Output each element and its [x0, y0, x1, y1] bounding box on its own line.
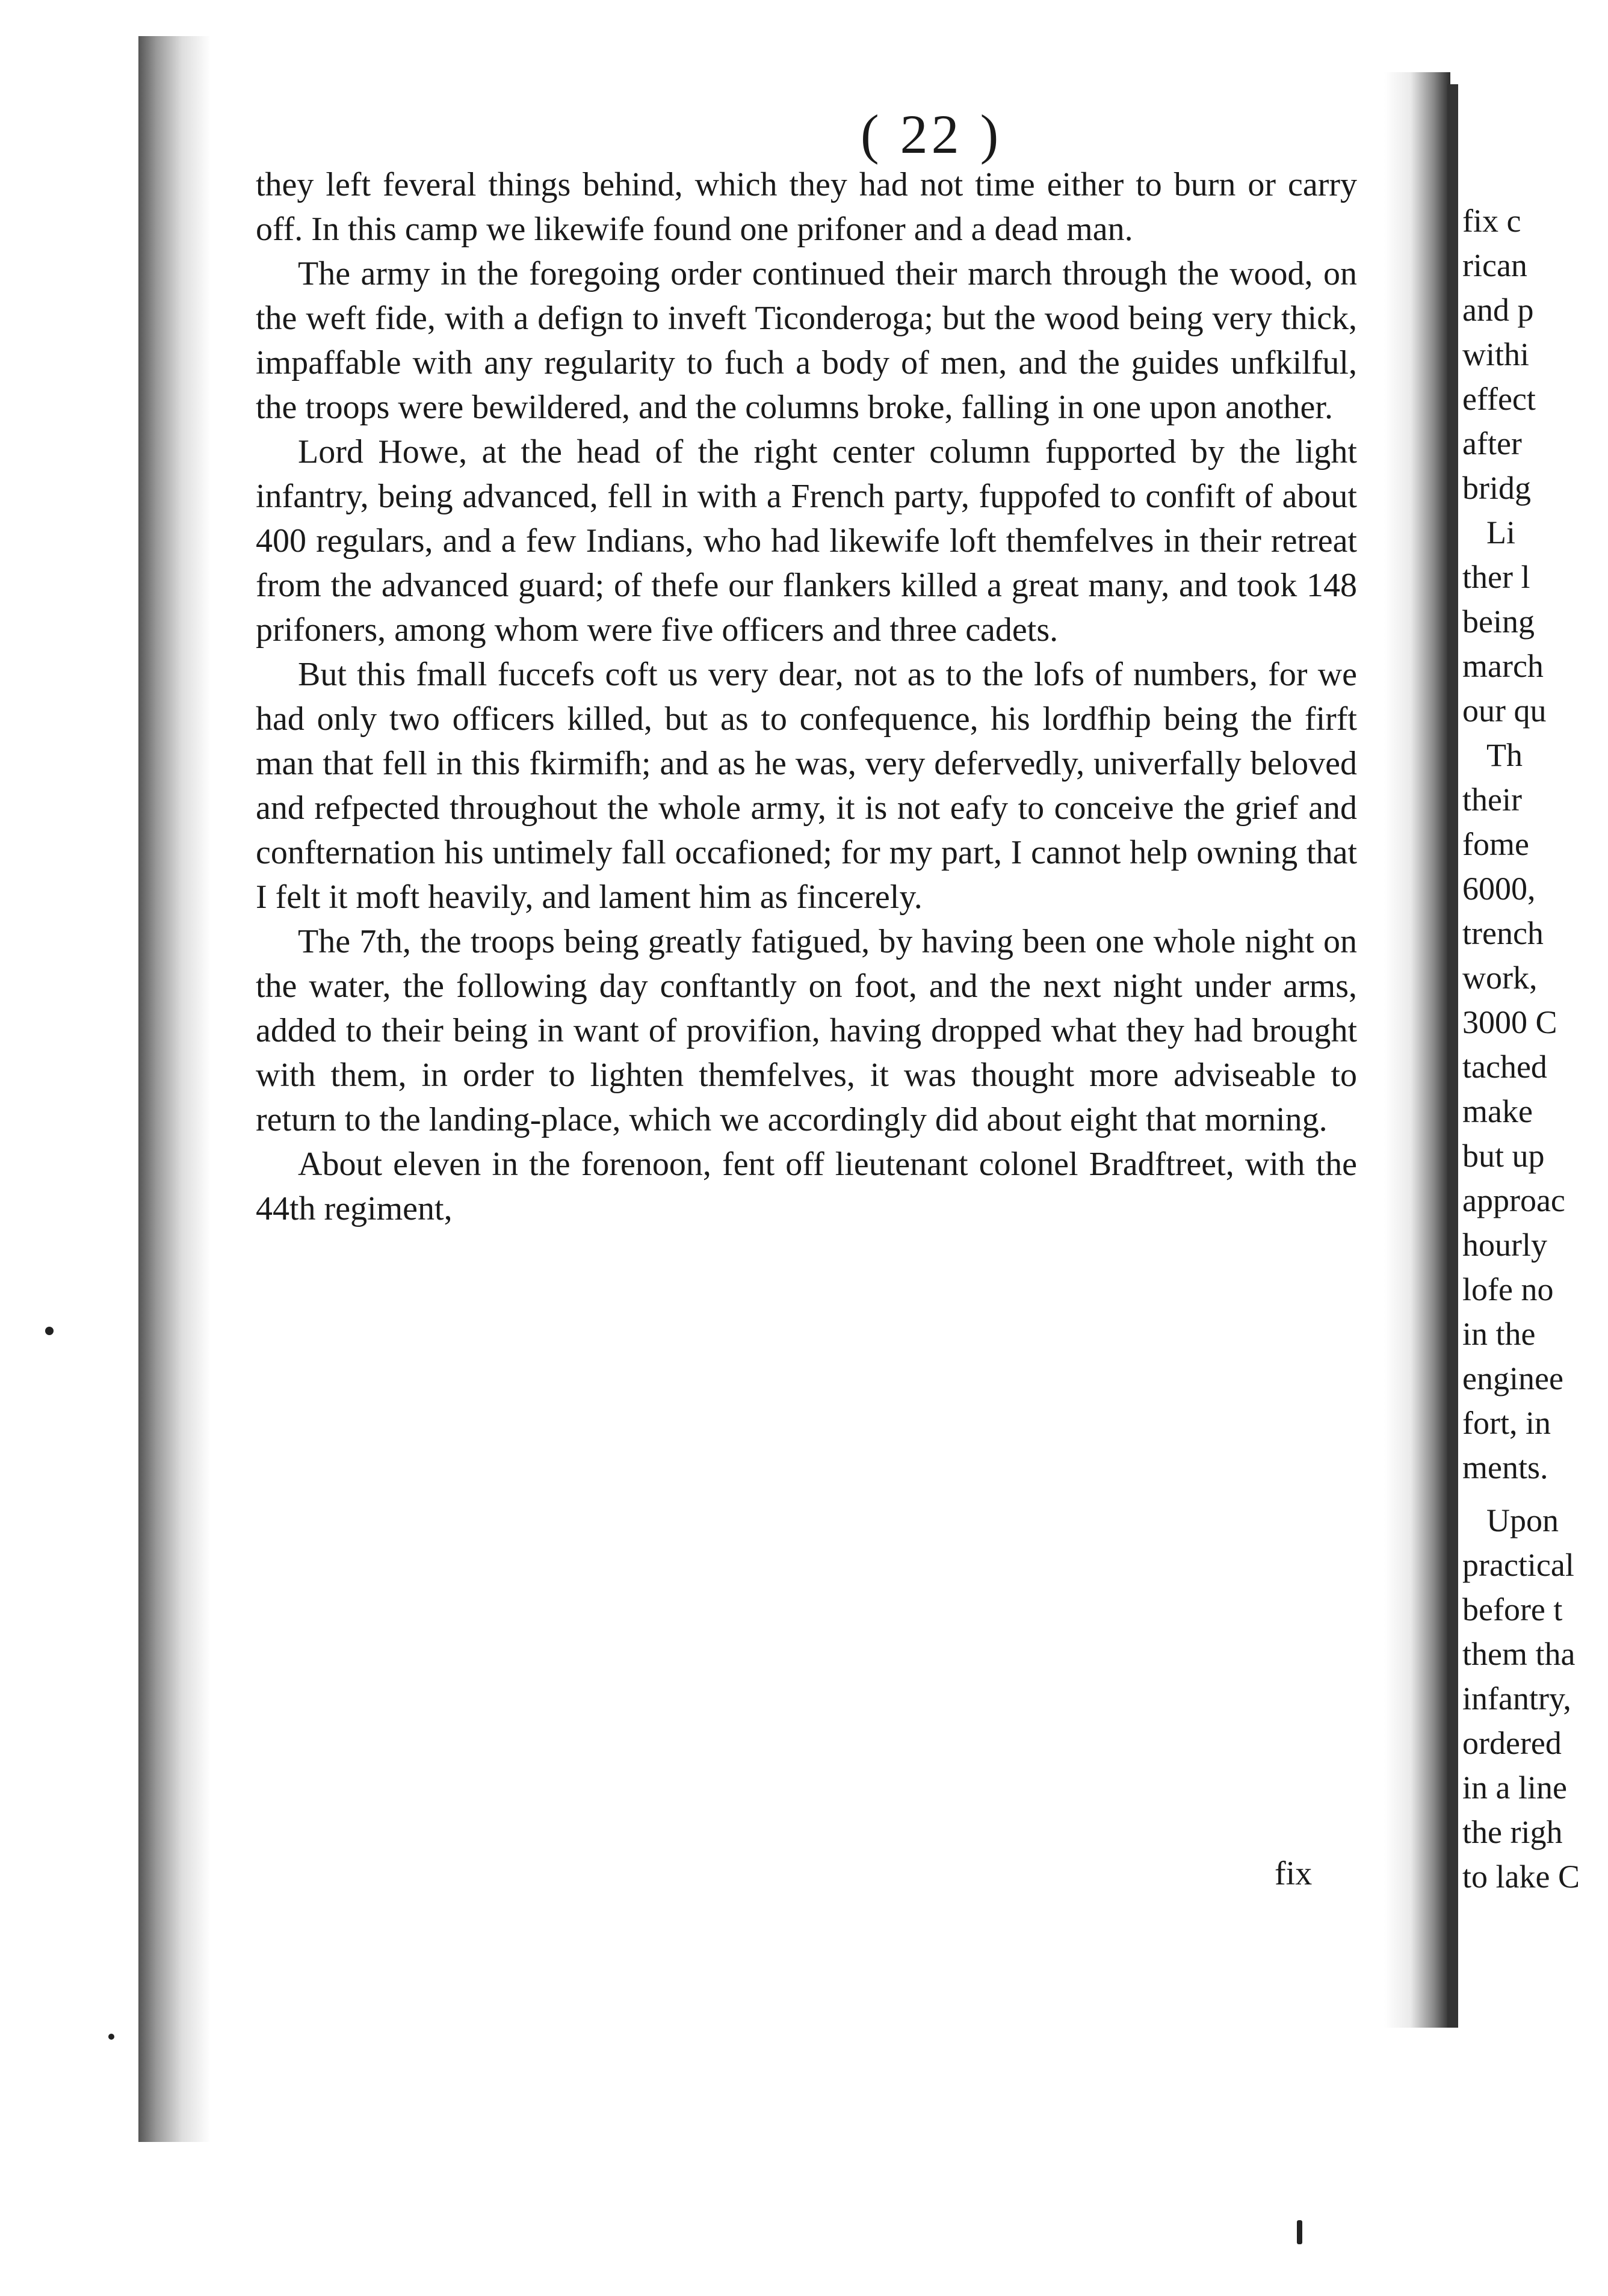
paragraph: The army in the foregoing order continued their march through the wood, on the weft fide, with a defign to inveft Ticonderoga; but the wood being very thick, impaffable with any regularity to fuch a body of men, and the guides unfkilful, the troops were bewildered, and the columns broke, falling in one upon another. [256, 255, 1357, 426]
facing-line: before t [1462, 1591, 1563, 1628]
page-number: ( 22 ) [861, 103, 1003, 165]
paragraph: they left feveral things behind, which they had not time either to burn or carry off. In this camp we likewife found one prifoner and a dead man. [256, 166, 1357, 248]
book-gutter [1384, 72, 1450, 2028]
facing-line: 6000, [1462, 871, 1536, 907]
facing-line: Upon [1486, 1502, 1559, 1538]
facing-line: hourly [1462, 1227, 1547, 1263]
catchword: fix [1275, 1855, 1313, 1892]
facing-line: Li [1486, 514, 1515, 551]
facing-line: effect [1462, 381, 1536, 417]
facing-line: approac [1462, 1182, 1565, 1218]
facing-line: march [1462, 648, 1544, 684]
facing-line: practical [1462, 1547, 1574, 1583]
facing-line: Th [1486, 737, 1523, 773]
facing-line: fort, in [1462, 1405, 1551, 1441]
scan-speck [1297, 2220, 1302, 2244]
facing-line: in the [1462, 1316, 1536, 1352]
facing-line: withi [1462, 336, 1530, 372]
facing-line: being [1462, 603, 1535, 640]
facing-line: rican [1462, 247, 1527, 283]
facing-line: infantry, [1462, 1680, 1571, 1717]
facing-line: the righ [1462, 1814, 1563, 1850]
facing-line: fome [1462, 826, 1529, 862]
facing-line: make [1462, 1093, 1533, 1129]
facing-line: lofe no [1462, 1271, 1554, 1307]
facing-line: ments. [1462, 1449, 1548, 1486]
facing-line: in a line [1462, 1770, 1567, 1806]
paragraph: About eleven in the forenoon, fent off lieutenant colonel Bradftreet, with the 44th regiment, [256, 1146, 1357, 1227]
facing-line: 3000 C [1462, 1004, 1557, 1040]
facing-line: and p [1462, 292, 1534, 328]
facing-line: trench [1462, 915, 1544, 951]
paragraph: But this fmall fuccefs coft us very dear, not as to the lofs of numbers, for we had only two officers killed, but as to confequence, his lordfhip being the firft man that fell in this fkirmifh; and as he was, very defervedly, univerfally beloved and refpected throughout the whole army, it is not eafy to conceive the grief and confternation his untimely fall occafioned; for my part, I cannot help owning that I felt it moft heavily, and lament him as fincerely. [256, 656, 1357, 916]
facing-line: to lake C [1462, 1859, 1580, 1895]
facing-page-text [1462, 199, 1608, 1943]
page-body-text [256, 162, 1357, 1231]
facing-line: enginee [1462, 1360, 1563, 1396]
scan-speck [45, 1327, 54, 1335]
paragraph: Lord Howe, at the head of the right center column fupported by the light infantry, being advanced, fell in with a French party, fuppofed to confift of about 400 regulars, and a few Indians, who had likewife loft themfelves in their retreat from the advanced guard; of thefe our flankers killed a great many, and took 148 prifoners, among whom were five officers and three cadets. [256, 433, 1357, 649]
gutter-shadow [1447, 84, 1458, 2028]
facing-line: our qu [1462, 693, 1547, 729]
facing-line: ther l [1462, 559, 1530, 595]
facing-line: tached [1462, 1049, 1547, 1085]
facing-line: their [1462, 782, 1522, 818]
facing-line: after [1462, 425, 1522, 461]
facing-line: bridg [1462, 470, 1531, 506]
facing-line: but up [1462, 1138, 1545, 1174]
facing-line: ordered [1462, 1725, 1562, 1761]
paragraph: The 7th, the troops being greatly fatigued, by having been one whole night on the water, the following day conftantly on foot, and the next night under arms, added to their being in want of provifion, having dropped what they had brought with them, in order to lighten themfelves, it was thought more adviseable to return to the landing-place, which we accordingly did about eight that morning. [256, 923, 1357, 1138]
facing-line: them tha [1462, 1636, 1576, 1672]
scan-speck [108, 2034, 114, 2040]
facing-line: work, [1462, 960, 1538, 996]
facing-line: fix c [1462, 203, 1521, 239]
